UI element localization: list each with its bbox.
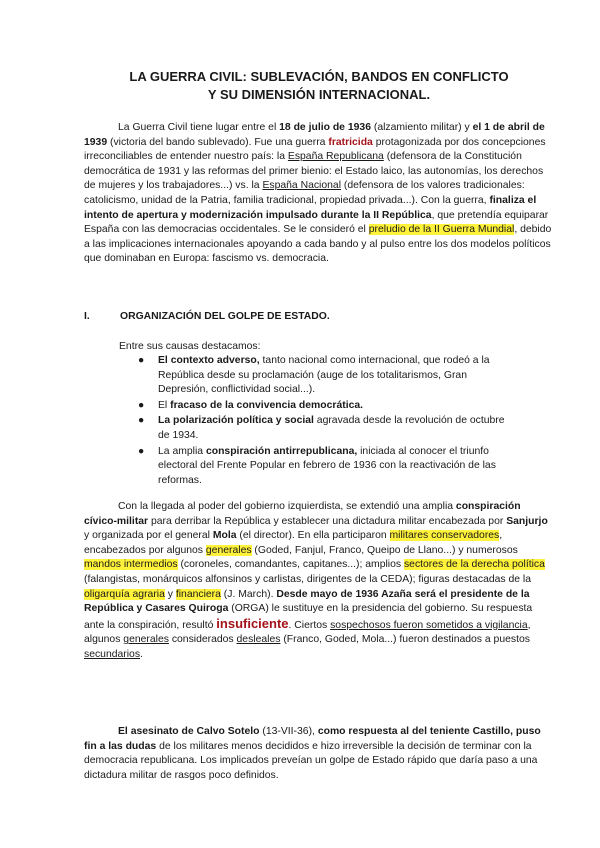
bold-name-mola: Mola bbox=[212, 530, 237, 542]
text-run: para derribar la República y establecer una dictadura militar encabezada por bbox=[148, 515, 507, 527]
conspiracy-paragraph bbox=[84, 500, 552, 663]
section-number: I. bbox=[84, 311, 90, 322]
bullet-icon: ● bbox=[138, 415, 145, 427]
section-heading bbox=[84, 311, 330, 322]
document-title bbox=[84, 68, 554, 104]
underlined-generales: generales bbox=[123, 634, 169, 646]
red-term-insuficiente: insuficiente bbox=[216, 615, 289, 631]
cause-bold: conspiración antirrepublicana, bbox=[205, 445, 358, 457]
text-run: (ORGA) le sustituye en la presidencia del gobierno. Su respuesta ante la conspiración, resultó bbox=[84, 603, 533, 631]
bold-phrase: Desde mayo de 1936 Azaña será el presidente de la República y Casares Quiroga bbox=[84, 588, 530, 615]
text-run: protagonizada por dos concepciones irreconciliables de entender nuestro país: la bbox=[84, 136, 546, 163]
bold-phrase: como respuesta al del teniente Castillo, puso fin a las dudas bbox=[84, 726, 541, 752]
underlined-secundarios: secundarios bbox=[84, 648, 141, 660]
text-run: (el director). En ella participaron bbox=[236, 530, 390, 542]
text-run: (victoria del bando sublevado). Fue una guerra bbox=[107, 136, 329, 148]
cause-text: iniciada al conocer el triunfo electoral del Frente Popular en febrero de 1936 con la reactivación de las reformas. bbox=[158, 445, 496, 486]
text-run: , algunos bbox=[84, 619, 531, 646]
list-item bbox=[138, 354, 518, 398]
highlight-militares: militares conservadores bbox=[389, 530, 500, 542]
red-term-fratricida: fratricida bbox=[328, 136, 373, 148]
text-run: (falangistas, monárquicos alfonsinos y carlistas, dirigentes de la CEDA); figuras destacadas de la bbox=[84, 573, 532, 585]
causes-intro: Entre sus causas destacamos: bbox=[119, 341, 261, 352]
list-item bbox=[138, 414, 518, 443]
underlined-espana-nacional: España Nacional bbox=[262, 180, 342, 192]
text-run: (alzamiento militar) y bbox=[370, 122, 473, 133]
list-item bbox=[138, 445, 518, 489]
text-run: y bbox=[164, 588, 176, 600]
title-line-1: LA GUERRA CIVIL: SUBLEVACIÓN, BANDOS EN CONFLICTO bbox=[129, 69, 509, 84]
text-run: (defensora de la Constitución democrática de 1931 y las reformas del primer bienio: el Estado laico, las autonomías, los derechos de mujeres y los trabajadores...) vs. la bbox=[84, 151, 544, 192]
cause-text: El bbox=[158, 399, 171, 411]
text-run: (Franco, Goded, Mola...) fueron destinados a puestos bbox=[280, 634, 530, 646]
text-run: (defensora de los valores tradicionales: catolicismo, unidad de la Patria, familia tradicional, propiedad privada...). Con la guerra, bbox=[84, 180, 525, 206]
text-run: (coroneles, comandantes, capitanes...); amplios bbox=[177, 559, 404, 571]
text-run: Con la llegada al poder del gobierno izquierdista, se extendió una amplia bbox=[118, 501, 456, 512]
bold-date-start: 18 de julio de 1936 bbox=[279, 122, 371, 133]
bullet-icon: ● bbox=[138, 445, 145, 457]
bold-phrase: conspiración cívico-militar bbox=[84, 501, 521, 527]
section-title: ORGANIZACIÓN DEL GOLPE DE ESTADO. bbox=[120, 311, 330, 322]
text-run: y organizada por el general bbox=[84, 530, 213, 542]
bold-name-sanjurjo: Sanjurjo bbox=[506, 515, 548, 527]
underlined-phrase: sospechosos fueron sometidos a vigilancia bbox=[330, 619, 528, 631]
text-run: La Guerra Civil tiene lugar entre el bbox=[118, 122, 280, 133]
intro-paragraph bbox=[84, 121, 552, 267]
cause-text: La amplia bbox=[158, 445, 206, 457]
cause-text: agravada desde la revolución de octubre de 1934. bbox=[158, 415, 505, 441]
text-run: . Ciertos bbox=[288, 619, 331, 631]
calvo-sotelo-paragraph bbox=[84, 725, 552, 783]
text-run: de los militares menos decididos e hizo irreversible la decisión de terminar con la democracia republicana. Los implicados preveían un golpe de Estado rápido que daría paso a una dictadura militar de rasgos poco definidos. bbox=[84, 740, 538, 781]
bullet-icon: ● bbox=[138, 399, 145, 411]
highlight-preludio: preludio de la II Guerra Mundial bbox=[368, 224, 515, 236]
text-run: (Goded, Fanjul, Franco, Queipo de Llano...) y numerosos bbox=[251, 544, 518, 556]
cause-bold: La polarización política y social bbox=[158, 415, 314, 427]
text-run: (13-VII-36), bbox=[259, 726, 318, 737]
highlight-generales: generales bbox=[205, 544, 252, 556]
text-run: , debido a las implicaciones internacionales apoyando a cada bando y al pulso entre los dos modelos políticos que dominaban en Europa: fascismo vs. democracia. bbox=[84, 224, 552, 265]
bold-phrase: finaliza el intento de apertura y modernización impulsado durante la II República bbox=[84, 194, 537, 221]
cause-bold: fracaso de la convivencia democrática. bbox=[170, 399, 364, 411]
text-run: . bbox=[140, 648, 143, 660]
highlight-financiera: financiera bbox=[175, 588, 221, 600]
text-run: (J. March). bbox=[220, 588, 277, 600]
cause-text: tanto nacional como internacional, que rodeó a la República desde su proclamación (auge de los totalitarismos, Gran Depresión, conflictividad social...). bbox=[158, 355, 490, 396]
bold-date-end: el 1 de abril de 1939 bbox=[84, 122, 545, 148]
list-item bbox=[138, 399, 518, 414]
text-run: , que pretendía equiparar España con las democracias occidentales. Se le consideró el bbox=[84, 209, 549, 236]
highlight-oligarquia: oligarquía agraria bbox=[84, 588, 165, 600]
causes-list bbox=[138, 354, 518, 489]
title-line-2: Y SU DIMENSIÓN INTERNACIONAL. bbox=[207, 87, 431, 102]
bold-phrase: El asesinato de Calvo Sotelo bbox=[118, 726, 260, 737]
underlined-espana-republicana: España Republicana bbox=[287, 151, 384, 163]
text-run: , encabezados por algunos bbox=[84, 530, 503, 556]
highlight-sectores: sectores de la derecha política bbox=[403, 559, 545, 571]
highlight-mandos: mandos intermedios bbox=[84, 559, 178, 571]
text-run: considerados bbox=[168, 634, 237, 646]
bullet-icon: ● bbox=[138, 355, 145, 366]
cause-bold: El contexto adverso, bbox=[158, 355, 260, 366]
underlined-desleales: desleales bbox=[236, 634, 281, 646]
